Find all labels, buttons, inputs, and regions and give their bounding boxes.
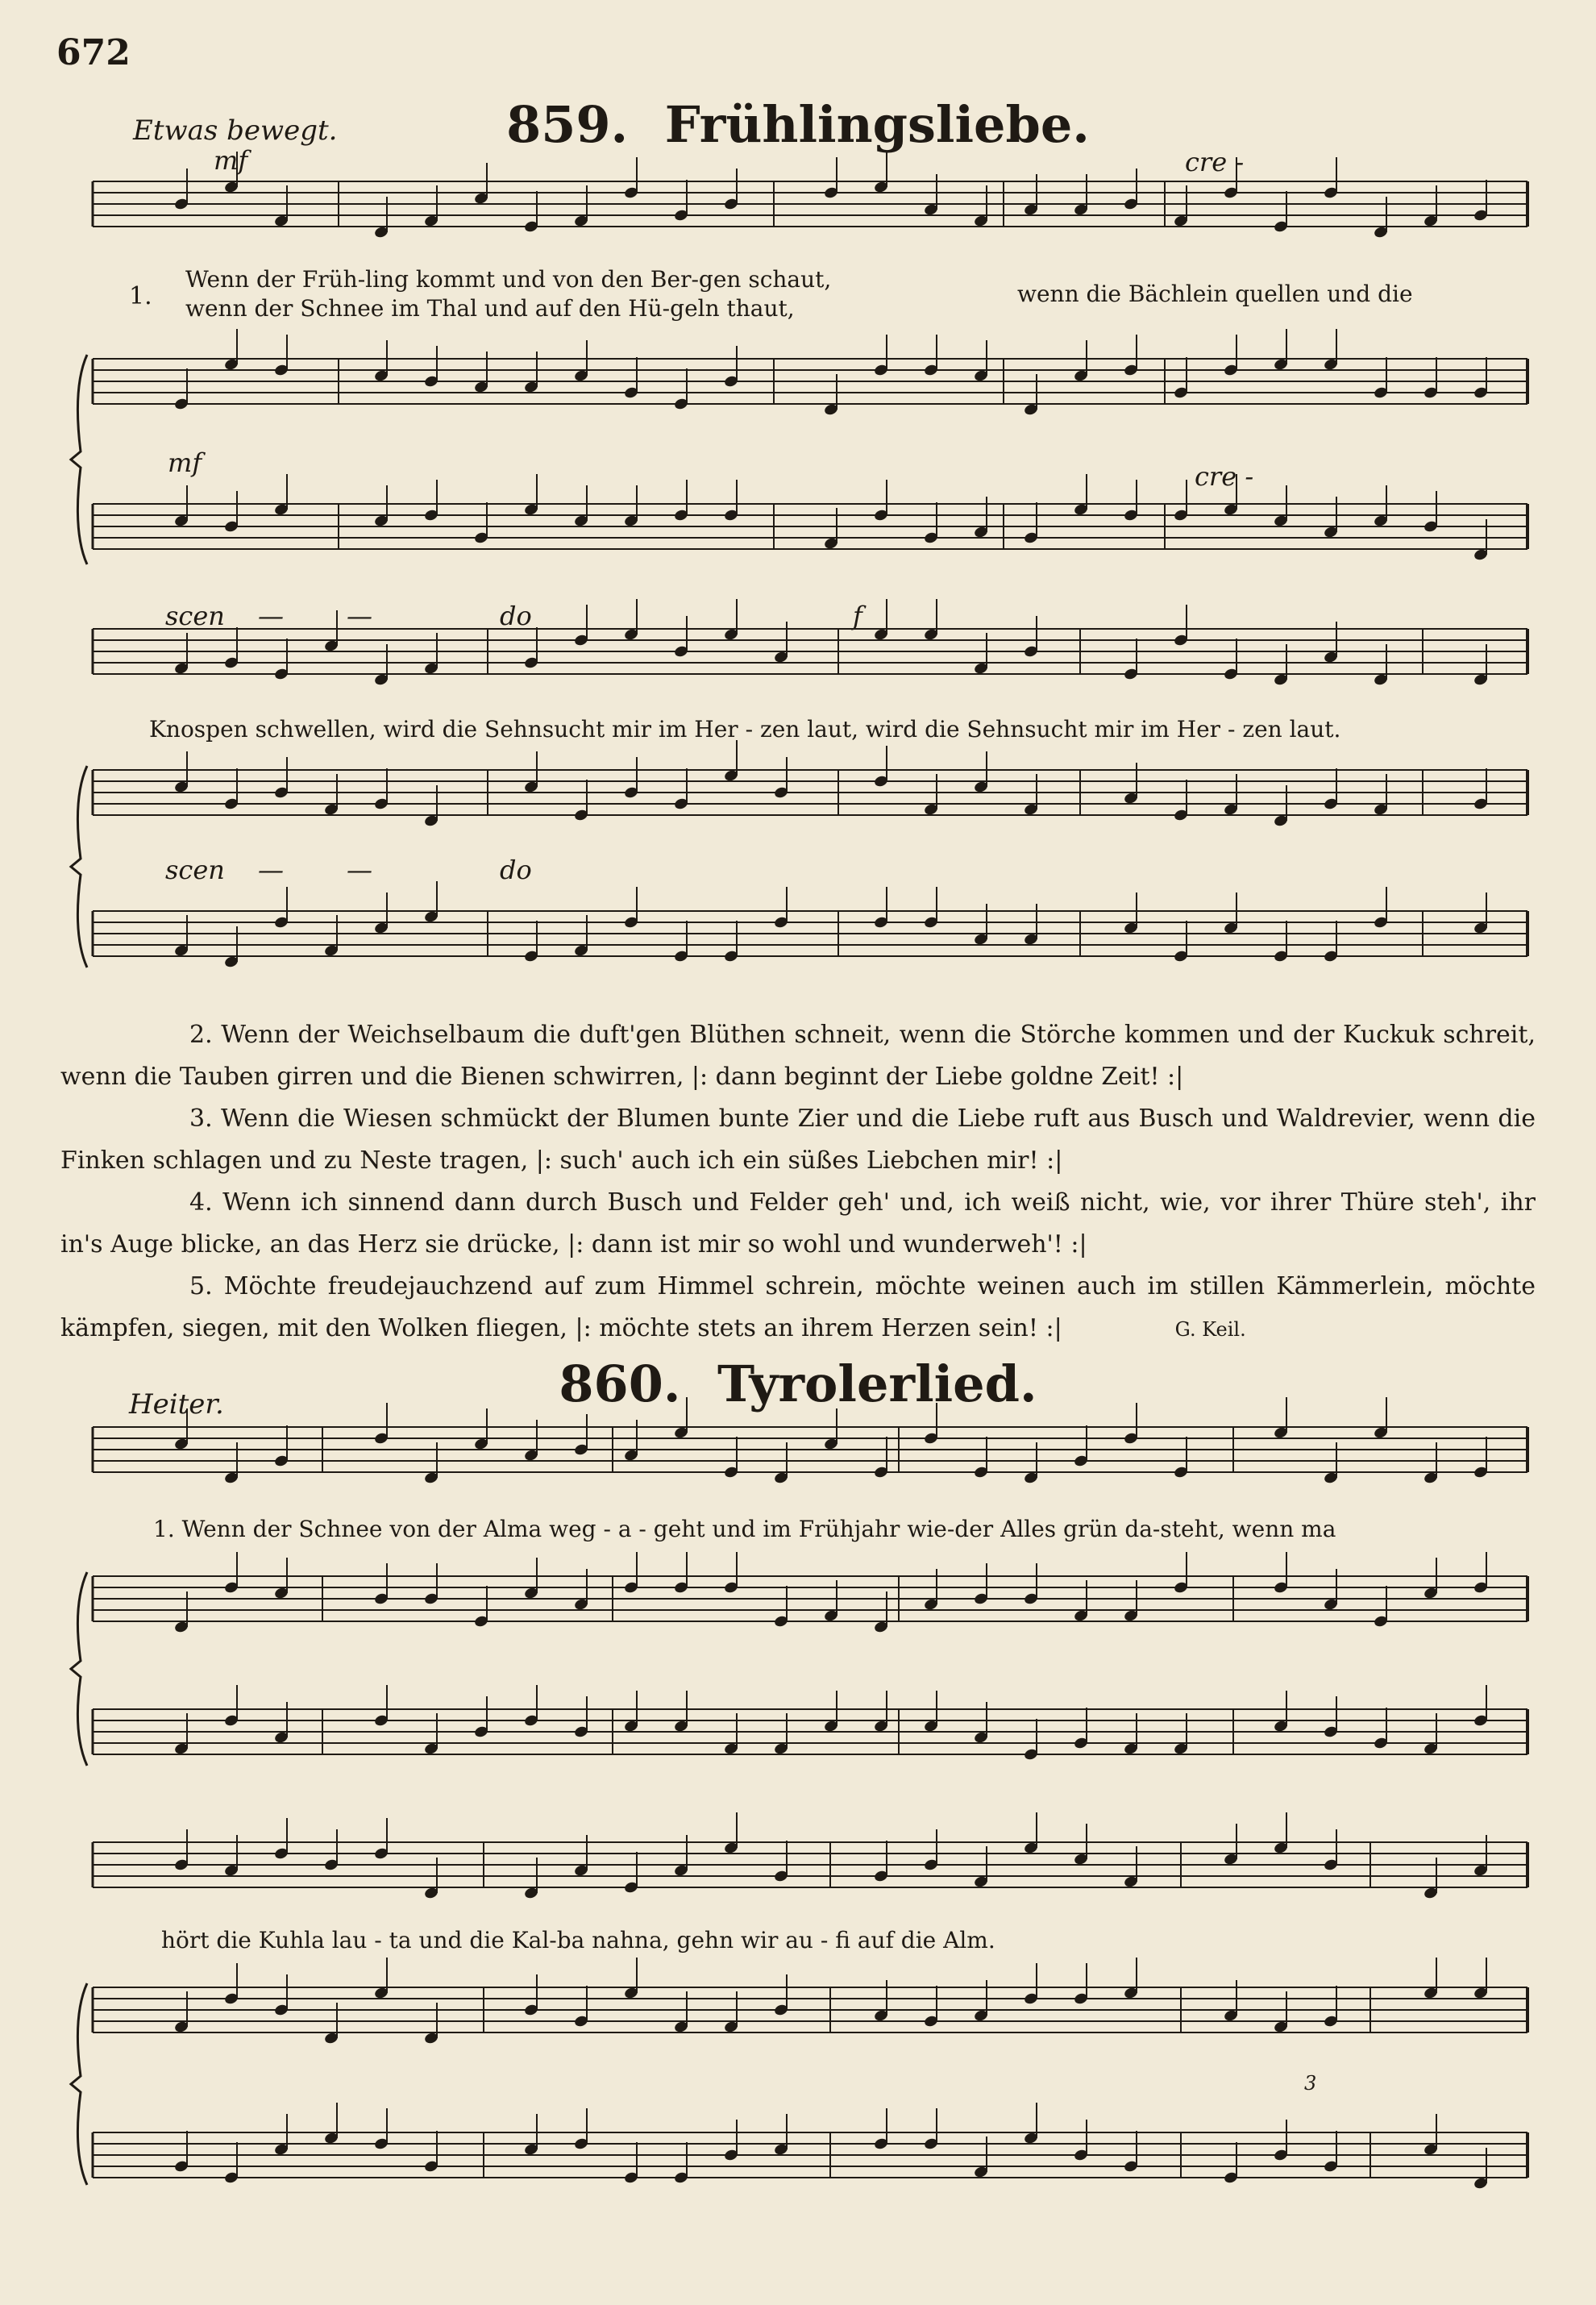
lyric-line: wenn der Schnee im Thal und auf den Hü-geln thaut,	[185, 295, 795, 322]
lyric-line: Knospen schwellen, wird die Sehnsucht mir im Her - zen laut, wird die Sehnsucht mir im Her - zen laut.	[149, 716, 1341, 743]
stanza: 2. Wenn der Weichselbaum die duft'gen Blüthen schneit, wenn die Störche kommen und der Kuckuk schreit, wenn die Tauben girren und die Bienen schwirren, |: dann beginnt der Liebe goldne Zeit! :|	[60, 1021, 1536, 1091]
song-name: Frühlingsliebe.	[664, 95, 1090, 154]
page-number: 672	[56, 32, 131, 73]
dynamic-crescendo: cre -	[1185, 147, 1245, 177]
lyric-line: 1. Wenn der Schnee von der Alma weg - a - geht und im Frühjahr wie-der Alles grün da-steht, wenn ma	[153, 1516, 1336, 1542]
tempo-marking: Heiter.	[129, 1388, 224, 1421]
dynamic-crescendo: scen	[165, 855, 225, 885]
lyric-line: wenn die Bächlein quellen und die	[1017, 281, 1413, 307]
lyric-line: hört die Kuhla lau - ta und die Kal-ba nahna, gehn wir au - fi auf die Alm.	[161, 1927, 995, 1953]
verse-number: 1.	[129, 282, 152, 310]
staff-lines	[71, 181, 1527, 2185]
dynamic-crescendo: scen	[165, 601, 225, 631]
dynamic-crescendo: cre -	[1195, 461, 1254, 492]
dynamic-forte: f	[853, 601, 862, 631]
system-brace	[71, 1572, 87, 1766]
song-number: 860.	[559, 1354, 681, 1413]
stanza: 4. Wenn ich sinnend dann durch Busch und Felder geh' und, ich weiß nicht, wie, vor ihrer Thüre steh', ihr in's Auge blicke, an das Herz sie drücke, |: dann ist mir so wohl und wunderweh'! :|	[60, 1188, 1536, 1259]
tempo-marking: Etwas bewegt.	[133, 114, 338, 147]
dynamic-dash: —	[347, 855, 372, 885]
dynamic-dash: —	[258, 855, 284, 885]
dynamic-crescendo-end: do	[500, 855, 532, 885]
system-brace	[71, 355, 87, 564]
dynamic-mf: mf	[168, 447, 202, 478]
dynamic-mf: mf	[214, 145, 248, 176]
system-brace	[71, 766, 87, 967]
dynamic-crescendo-end: do	[500, 601, 532, 631]
stanza: 5. Möchte freudejauchzend auf zum Himmel schrein, möchte weinen auch im stillen Kämmerlein, möchte kämpfen, siegen, mit den Wolken fliegen, |: möchte stets an ihrem Herzen sein! :| G. Keil.	[60, 1272, 1536, 1342]
song-number: 859.	[506, 95, 629, 154]
stanza: 3. Wenn die Wiesen schmückt der Blumen bunte Zier und die Liebe ruft aus Busch und Waldrevier, wenn die Finken schlagen und zu Neste tragen, |: such' auch ich ein süßes Liebchen mir! :|	[60, 1105, 1536, 1175]
dynamic-dash: —	[258, 601, 284, 631]
dynamic-dash: —	[347, 601, 372, 631]
author: G. Keil.	[1174, 1318, 1246, 1341]
lyric-line: Wenn der Früh-ling kommt und von den Ber-gen schaut,	[185, 266, 832, 293]
triplet-mark: 3	[1304, 2072, 1317, 2095]
song-name: Tyrolerlied.	[717, 1354, 1037, 1413]
system-brace	[71, 1983, 87, 2185]
